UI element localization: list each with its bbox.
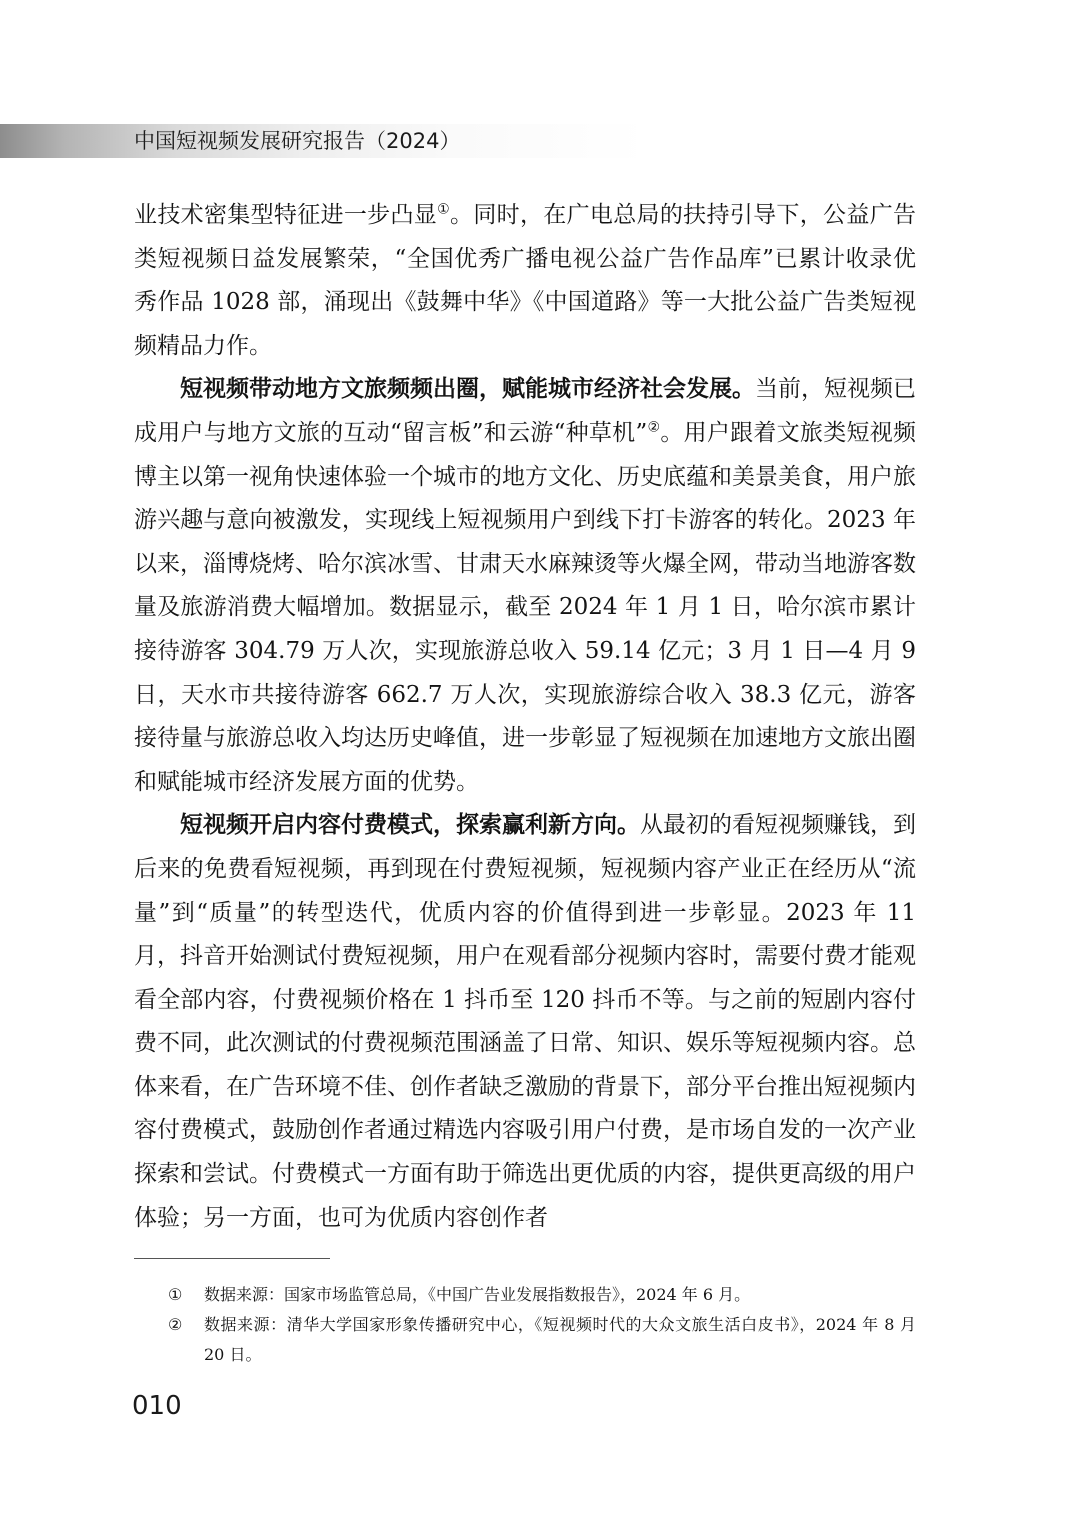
footnote-ref-1[interactable]: ① [437, 201, 450, 218]
footnote-2-mark: ② [168, 1315, 183, 1334]
running-header-title: 中国短视频发展研究报告（2024） [134, 129, 461, 153]
footnote-1 [134, 1280, 916, 1310]
paragraph-1-text-b: 。同时，在广电总局的扶持引导下，公益广告类短视频日益发展繁荣，“全国优秀广播电视公益广告作品库”已累计收录优秀作品 1028 部，涌现出《鼓舞中华》《中国道路》等一大批公益广告类短视频精品力作。 [134, 202, 917, 359]
paragraph-1 [134, 194, 916, 368]
paragraph-1-text-a: 业技术密集型特征进一步凸显 [134, 202, 438, 228]
footnote-1-mark: ① [168, 1285, 183, 1304]
paragraph-2-text-a: 当前，短视频已成用户与地方文旅的互动“留言板”和云游“种草机” [134, 376, 916, 446]
footnote-2-text: 数据来源：清华大学国家形象传播研究中心，《短视频时代的大众文旅生活白皮书》，2024 年 8 月 20 日。 [204, 1315, 916, 1364]
paragraph-2-text-b: 。用户跟着文旅类短视频博主以第一视角快速体验一个城市的地方文化、历史底蕴和美景美食，用户旅游兴趣与意向被激发，实现线上短视频用户到线下打卡游客的转化。2023 年以来，淄博烧烤、哈尔滨冰雪、甘肃天水麻辣烫等火爆全网，带动当地游客数量及旅游消费大幅增加。数据显示，截至 2024 年 1 月 1 日，哈尔滨市累计接待游客 304.79 万人次，实现旅游总收入 59.14 亿元；3 月 1 日—4 月 9 日，天水市共接待游客 662.7 万人次，实现旅游综合收入 38.3 亿元，游客接待量与旅游总收入均达历史峰值，进一步彰显了短视频在加速地方文旅出圈和赋能城市经济发展方面的优势。 [134, 419, 916, 795]
paragraph-2 [134, 368, 916, 804]
footnotes [134, 1280, 916, 1370]
page-number: 010 [132, 1391, 182, 1421]
footnote-2 [134, 1310, 916, 1370]
paragraph-3 [134, 804, 916, 1240]
footnote-divider [134, 1258, 330, 1259]
paragraph-3-lead: 短视频开启内容付费模式，探索赢利新方向。 [180, 812, 640, 839]
paragraph-2-lead: 短视频带动地方文旅频频出圈，赋能城市经济社会发展。 [180, 376, 755, 403]
footnote-ref-2[interactable]: ② [647, 419, 661, 436]
footnote-1-text: 数据来源：国家市场监管总局，《中国广告业发展指数报告》，2024 年 6 月。 [204, 1285, 751, 1304]
paragraph-3-text: 从最初的看短视频赚钱，到后来的免费看短视频，再到现在付费短视频，短视频内容产业正在经历从“流量”到“质量”的转型迭代，优质内容的价值得到进一步彰显。2023 年 11 月，抖音开始测试付费短视频，用户在观看部分视频内容时，需要付费才能观看全部内容，付费视频价格在 1 抖币至 120 抖币不等。与之前的短剧内容付费不同，此次测试的付费视频范围涵盖了日常、知识、娱乐等短视频内容。总体来看，在广告环境不佳、创作者缺乏激励的背景下，部分平台推出短视频内容付费模式，鼓励创作者通过精选内容吸引用户付费，是市场自发的一次产业探索和尝试。付费模式一方面有助于筛选出更优质的内容，提供更高级的用户体验；另一方面，也可为优质内容创作者 [134, 812, 916, 1231]
body-text [134, 194, 916, 1240]
